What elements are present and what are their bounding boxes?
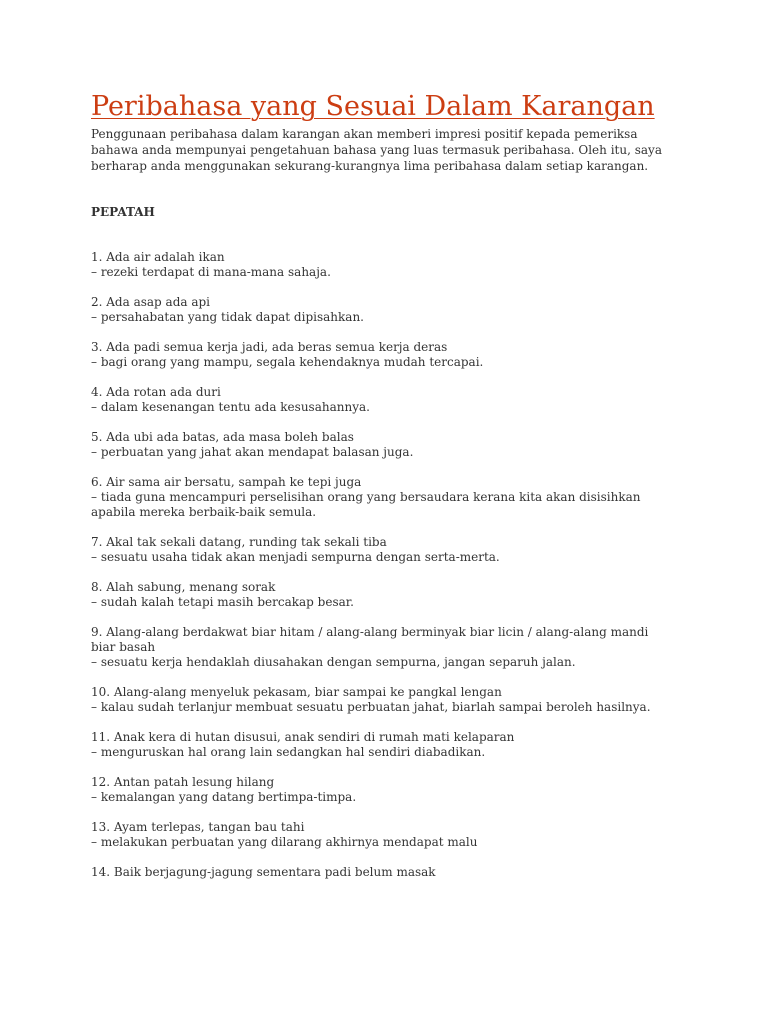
list-item — [91, 685, 671, 715]
proverb-text: 4. Ada rotan ada duri — [91, 385, 221, 399]
list-item — [91, 625, 671, 670]
list-item — [91, 385, 671, 415]
list-item — [91, 475, 671, 520]
list-item — [91, 430, 671, 460]
list-item — [91, 295, 671, 325]
proverb-text: 7. Akal tak sekali datang, runding tak sekali tiba — [91, 535, 387, 549]
proverb-meaning: – menguruskan hal orang lain sedangkan hal sendiri diabadikan. — [91, 745, 486, 759]
proverb-meaning: – kemalangan yang datang bertimpa-timpa. — [91, 790, 357, 804]
list-item — [91, 730, 671, 760]
list-item — [91, 535, 671, 565]
list-item — [91, 775, 671, 805]
page-title: Peribahasa yang Sesuai Dalam Karangan — [91, 91, 655, 122]
proverb-meaning: – bagi orang yang mampu, segala kehendaknya mudah tercapai. — [91, 355, 484, 369]
proverb-text: 2. Ada asap ada api — [91, 295, 211, 309]
proverb-meaning: – sesuatu usaha tidak akan menjadi sempurna dengan serta-merta. — [91, 550, 500, 564]
proverb-meaning: – sesuatu kerja hendaklah diusahakan dengan sempurna, jangan separuh jalan. — [91, 655, 576, 669]
list-item — [91, 865, 671, 880]
proverb-text: 3. Ada padi semua kerja jadi, ada beras semua kerja deras — [91, 340, 448, 354]
proverb-text: 12. Antan patah lesung hilang — [91, 775, 275, 789]
proverb-text: 13. Ayam terlepas, tangan bau tahi — [91, 820, 305, 834]
proverb-text: 8. Alah sabung, menang sorak — [91, 580, 276, 594]
list-item — [91, 340, 671, 370]
proverb-text: 5. Ada ubi ada batas, ada masa boleh balas — [91, 430, 354, 444]
proverb-meaning: – tiada guna mencampuri perselisihan orang yang bersaudara kerana kita akan disisihkan apabila mereka berbaik-baik semula. — [91, 490, 641, 519]
list-item — [91, 820, 671, 850]
proverb-text: 10. Alang-alang menyeluk pekasam, biar sampai ke pangkal lengan — [91, 685, 502, 699]
list-item — [91, 250, 671, 280]
proverb-meaning: – dalam kesenangan tentu ada kesusahannya. — [91, 400, 370, 414]
section-heading: PEPATAH — [91, 205, 155, 219]
proverb-meaning: – kalau sudah terlanjur membuat sesuatu perbuatan jahat, biarlah sampai beroleh hasilnya. — [91, 700, 651, 714]
proverb-meaning: – rezeki terdapat di mana-mana sahaja. — [91, 265, 331, 279]
proverb-meaning: – melakukan perbuatan yang dilarang akhirnya mendapat malu — [91, 835, 478, 849]
proverb-meaning: – sudah kalah tetapi masih bercakap besar. — [91, 595, 354, 609]
proverb-meaning: – persahabatan yang tidak dapat dipisahkan. — [91, 310, 364, 324]
proverb-text: 14. Baik berjagung-jagung sementara padi belum masak — [91, 865, 436, 879]
intro-paragraph: Penggunaan peribahasa dalam karangan akan memberi impresi positif kepada pemeriksa bahawa anda mempunyai pengetahuan bahasa yang luas termasuk peribahasa. Oleh itu, saya berharap anda menggunakan sekurang-kurangnya lima peribahasa dalam setiap karangan. — [91, 127, 662, 173]
proverb-text: 11. Anak kera di hutan disusui, anak sendiri di rumah mati kelaparan — [91, 730, 515, 744]
proverb-text: 9. Alang-alang berdakwat biar hitam / alang-alang berminyak biar licin / alang-alang mandi biar basah — [91, 625, 649, 654]
proverb-text: 1. Ada air adalah ikan — [91, 250, 225, 264]
proverb-text: 6. Air sama air bersatu, sampah ke tepi juga — [91, 475, 362, 489]
proverb-list — [91, 250, 671, 895]
proverb-meaning: – perbuatan yang jahat akan mendapat balasan juga. — [91, 445, 414, 459]
list-item — [91, 580, 671, 610]
